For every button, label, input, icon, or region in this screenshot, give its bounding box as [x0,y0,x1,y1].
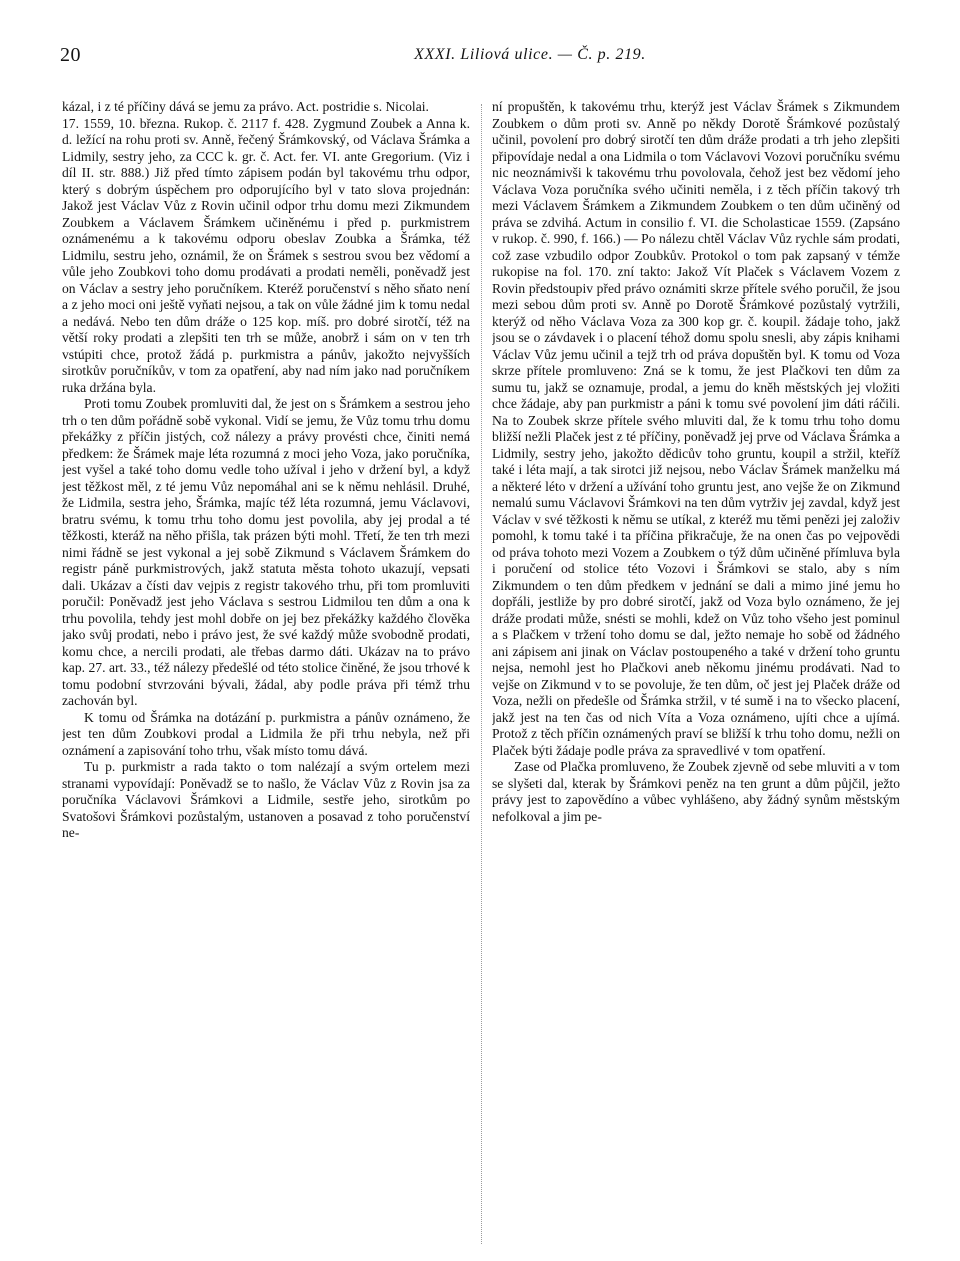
paragraph: K tomu od Šrámka na dotázání p. purkmistra a pánův oznámeno, že jest ten dům Zoubkovi prodal a Lidmila že při trhu nebyla, než při oznámení a zapisování toho trhu, však místo tomu dává. [62,709,470,758]
left-text-column [62,99,470,1249]
right-text-column [492,99,900,1249]
paragraph: Tu p. purkmistr a rada takto o tom nalézají a svým ortelem mezi stranami vypovídají: Poněvadž se to našlo, že Václav Vůz z Rovin jsa za poručníka Václavovi Šrámkovi a Lidmile, sestře jeho, sirotkům po Svatošovi Šrámkovi pozůstalým, ustanoven a posavad z toho poručenství ne- [62,759,470,840]
page-number: 20 [60,44,81,66]
paragraph: kázal, i z té příčiny dává se jemu za právo. Act. postridie s. Nicolai. [62,99,429,114]
column-divider [481,104,482,1244]
paragraph: 17. 1559, 10. března. Rukop. č. 2117 f. 428. Zygmund Zoubek a Anna k. d. ležící na rohu proti sv. Anně, řečený Šrámkovský, od Václava Šrámka a Lidmily, sestry jeho, za CCC k. gr. č. Act. fer. VI. ante Gregorium. (Viz i díl II. str. 888.) Již před tímto zápisem podán byl takovému trhu odpor, který s dobrým úspěchem pro odporujícího byl v tato slova projednán: Jakož jest Václav Vůz z Rovin učinil odpor trhu domu mezi Zikmundem Zoubkem a Václavem Šrámkem učiněnému i před p. purkmistrem oznámenému a k takovému odporu obeslav Zoubka a Šrámka, též Lidmilu, sestru jeho, oznámil, že on Šrámek s sestrou svou bez vědomí a vůle jeho Zoubkovi toho domu prodávati a prodati neměli, poněvadž jest on Václav a sestry jeho poručníkem. Kteréž poručenství s něho sňato není a z jeho moci oni ještě vyňati nejsou, a tak on vůle žádné jim k tomu nedal a nedává. Nebo ten dům dráže o 125 kop. míš. pro dobré sirotčí, též na větší roky prodati a zlepšiti ten trh se může, anobrž i sám on v ten trh vstúpiti chce, protož žádá p. purkmistra a pánův, jakožto nejvyšších sirotkův poručníkův, v tom za opatření, aby nad ním jako nad poručníkem ruka držána byla. [62,115,470,395]
paragraph: Zase od Plačka promluveno, že Zoubek zjevně od sebe mluviti a v tom se slyšeti dal, kterak by Šrámkovi peněz na ten grunt a dům půjčil, ježto právy jest to zapovědíno a vůbec vyhlášeno, aby žádný synům městským nefolkoval a jim pe- [492,759,900,824]
paragraph: Proti tomu Zoubek promluviti dal, že jest on s Šrámkem a sestrou jeho trh o ten dům pořádně sobě vykonal. Vidí se jemu, že Vůz tomu trhu domu překážky z příčin jistých, což nálezy a právy provésti chce, činiti nemá předkem: že Šrámek maje léta rozumná z moci jeho Voza, jako poručníka, jest vyšel a také toho domu vedle toho užíval i jeho v držení byl, a když jest těžkost měl, z té jemu Vůz nepomáhal ani se k němu nehlásil. Druhé, že Lidmila, sestra jeho, Šrámka, majíc též léta rozumná, jemu Václavovi, bratru svému, k tomu trhu toho domu jest povolila, aby jej prodal a té těžkosti, kteráž na něho přišla, tak prázen býti mohl. Třetí, že ten trh mezi nimi řádně se jest vykonal a jej sobě Zikmund s Václavem Šrámkem do registr páně purkmistrových, jakž statuta města tohoto ukazují, vepsati dali. Ukázav a čísti dav vejpis z registr takového trhu, při tom promluviti poručil: Poněvadž jest jeho Václava s sestrou Lidmilou ten dům a ona k trhu povolila, tehdy jest mohl dobře on jej bez překážky každého člověka jako svůj prodati, nebo i právo jest, že své každý může svobodně prodati, komu chce, a nercili prodati, ale třebas darmo dáti. Ukázav na to právo kap. 27. art. 33., též nálezy předešlé od této stolice činěné, že jsou trhové k tomu podobní stvrzováni bývali, žádal, aby podle práva při témž trhu zachován byl. [62,396,470,708]
paragraph: ní propuštěn, k takovému trhu, kterýž jest Václav Šrámek s Zikmundem Zoubkem o dům proti sv. Anně po někdy Dorotě Šrámkové pozůstalý učinil, povolení pro dobrý sirotčí ten dům dráže prodati a trh jeho zlepšiti připovídaje nedal a ona Lidmila o tom Václavovi Vozovi poručníku svému nic neoznámivši k takovému trhu povolovala, čehož jest bez vědomí jeho Václava Voza poručníka svého učiniti neměla, i z těch příčin takový trh mezi Václavem Šrámkem a Zikmundem Zoubkem o ten dům učiněný od práva se zdvihá. Actum in consilio f. VI. die Scholasticae 1559. (Zapsáno v rukop. č. 990, f. 166.) — Po nálezu chtěl Václav Vůz rychle sám prodati, což zase vzbudilo odpor Zoubkův. Protokol o tom pak zapsaný v témže rukopise na fol. 170. zní takto: Jakož Vít Plaček s Václavem Vozem z Rovin předstoupiv před právo oznámiti skrze přítele svého poručil, že jsou mezi sebou dům proti sv. Anně po Dorotě Šrámkové pozůstalý vytržili, kterýž od něho Václava Voza za 300 kop gr. č. koupil. žádaje toho, jakž jsou se o závdavek i o placení téhož domu spolu snesli, aby zápis knihami Václav Vůz jemu učinil a tejž trh od práva dopuštěn byl. K tomu od Voza skrze přítele promluveno: Zná se k tomu, že jest Plačkovi ten dům za sumu tu, jakž se oznamuje, prodal, a jemu do kněh městských jej vložiti chce žádaje, aby pan purkmistr a páni k tomu své povolení jim dáti ráčili. Na to Zoubek skrze přítele svého mluviti dal, že k tomu trhu toho domu bližší nežli Plaček jest z té příčiny, poněvadž jej prve od Václava Šrámka a Lidmily, sestry jeho, jakožto dědicův toho gruntu, koupil a stržil, kteříž také i léta mají, a tak sirotci již nejsou, nebo Václav Šrámek manželku má a některé léto v držení a užívání toho gruntu jest, ano vejše že on Zikmund nemalú sumu Václavovi Šrámkovi na ten dům vytrživ jej zavdal, když jest Václav v své těžkosti k němu se utíkal, z kteréž mu těmi penězi jej založiv pomohl, k tomu také i ta příčina přikračuje, že na onen čas po vejpovědi od práva tohoto mezi Vozem a Zoubkem o týž dům učiněné přímluva byla i poručení od stolice této Vozovi i Šrámkovi se stalo, aby s ním Zikmundem o ten dům předkem v jednání se dali a mimo jiné jemu ho dopřáli, jestliže by pro dobré sirotčí, jakž od Voza bylo oznámeno, že jej dráže prodati může, snésti se mohli, kdež on Vůz toho všeho jest pominul a s Plačkem v tržení toho domu se dal, ježto nemaje ho sobě od žádného ani zápisem ani jinak on Václav postoupeného a také v držení toho gruntu nejsa, nemohl jest ho Plačkovi aneb někomu jinému prodávati. Nad to vejše on Zikmund v to se povoluje, že ten dům, oč jest jej Plaček dráže od Voza, nežli on předešle od Šrámka stržil, v té sumě i na to všecko placení, jakž jest na ten čas od nich Víta a Voza oznámeno, ujíti chce a ujímá. Protož z těch příčin oznámených praví se bližší k trhu toho domu, nežli on Plaček býti žádaje podle práva za spravedlivé v tom opatření. [492,99,900,758]
running-title: XXXI. Liliová ulice. — Č. p. 219. [414,46,646,63]
